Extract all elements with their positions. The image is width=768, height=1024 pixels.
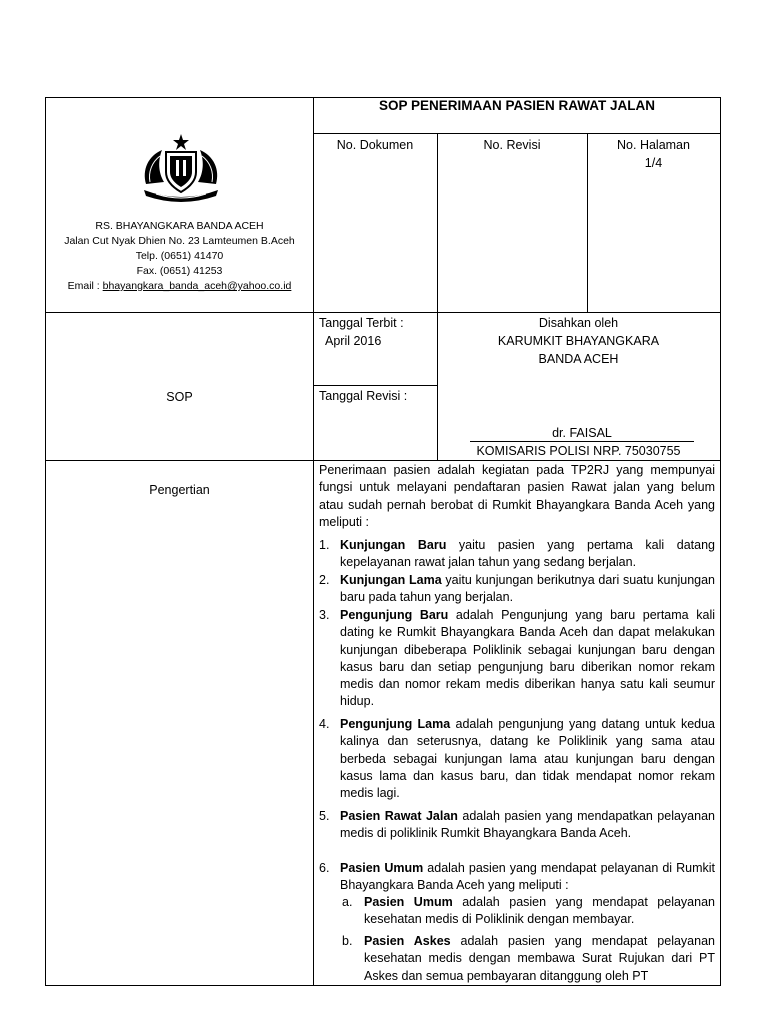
tanggal-terbit (319, 314, 434, 350)
no-revisi-label: No. Revisi (483, 138, 541, 152)
sub-list-item-term: Pasien Umum (364, 895, 453, 909)
list-item (340, 537, 715, 572)
sop-label: SOP (166, 390, 193, 404)
police-emblem-icon (136, 132, 226, 204)
no-dokumen-label: No. Dokumen (336, 138, 414, 152)
list-item (340, 808, 715, 843)
list-item-text: adalah Pengunjung yang baru pertama kali dating ke Rumkit Bhayangkara Banda Aceh dan dapat melakukan kunjungan dibeberapa Poliklinik sebagai kunjungan baru dengan kasus baru dan setiap pengunjung baru diberikan nomor rekam medis dan nomor rekam medis diberikan hanya satu kali seumur hidup. (340, 608, 715, 709)
sub-list-item-text: adalah pasien yang mendapat pelayanan kesehatan medis dengan membawa Surat Rujukan dari PT Askes dan semua pembayaran ditanggung oleh PT (364, 934, 715, 983)
hospital-email-line (46, 279, 313, 294)
tanggal-terbit-value: April 2016 (325, 334, 382, 348)
hospital-address: Jalan Cut Nyak Dhien No. 23 Lamteumen B.Aceh (64, 235, 295, 247)
sub-list-item-number: a. (342, 895, 353, 909)
list-item-term: Pasien Rawat Jalan (340, 809, 458, 823)
list-item-number: 5. (319, 809, 330, 823)
no-halaman-label: No. Halaman (617, 138, 690, 152)
pengertian-intro: Penerimaan pasien adalah kegiatan pada TP2RJ yang mempunyai fungsi untuk melayani pendaftaran pasien Rawat jalan yang belum atau sudah pernah berobat di Rumkit Bhayangkara Banda Aceh yang meliputi : (319, 463, 715, 529)
sub-list-item-term: Pasien Askes (364, 934, 451, 948)
list-item-number: 3. (319, 608, 330, 622)
list-item-term: Kunjungan Baru (340, 538, 447, 552)
list-item-term: Kunjungan Lama (340, 573, 442, 587)
hospital-info (46, 219, 313, 294)
disahkan-line1: Disahkan oleh (538, 316, 619, 330)
sub-list-item (364, 894, 715, 929)
list-item (340, 716, 715, 802)
disahkan-block (437, 314, 720, 368)
list-item-number: 2. (319, 573, 330, 587)
disahkan-line3: BANDA ACEH (538, 352, 619, 366)
pengertian-label: Pengertian (149, 483, 210, 497)
sub-list-item (364, 933, 715, 985)
signer-name: dr. FAISAL (552, 426, 612, 440)
list-item (340, 607, 715, 711)
list-item-term: Pengunjung Lama (340, 717, 451, 731)
document-title: SOP PENERIMAAN PASIEN RAWAT JALAN (378, 98, 656, 113)
list-item-text: adalah pengunjung yang datang untuk kedua kalinya dan seterusnya, datang ke Poliklinik yang sama atau berbeda sebagai kunjungan lama atau kunjungan baru dengan kasus lama dan kasus baru, dan tidak mendapat nomor rekam medis lagi. (340, 717, 715, 801)
list-item-text: yaitu kunjungan berikutnya dari suatu kunjungan baru pada tahun yang berjalan. (340, 573, 715, 605)
no-halaman-value: 1/4 (644, 156, 663, 170)
email-label: Email : (67, 280, 103, 292)
hospital-name: RS. BHAYANGKARA BANDA ACEH (95, 220, 264, 232)
hospital-telp: Telp. (0651) 41470 (135, 250, 224, 262)
list-item (340, 572, 715, 607)
list-item-text: yaitu pasien yang pertama kali datang kepelayanan rawat jalan tahun yang sedang berjalan. (340, 538, 715, 570)
sub-list-item-number: b. (342, 934, 353, 948)
list-item-term: Pasien Umum (340, 861, 424, 875)
list-item-number: 4. (319, 717, 330, 731)
disahkan-line2: KARUMKIT BHAYANGKARA (497, 334, 660, 348)
list-item-term: Pengunjung Baru (340, 608, 449, 622)
tanggal-revisi-label: Tanggal Revisi : (319, 389, 408, 403)
hospital-fax: Fax. (0651) 41253 (136, 265, 223, 277)
email-link[interactable]: bhayangkara_banda_aceh@yahoo.co.id (102, 280, 292, 292)
list-item-number: 1. (319, 538, 330, 552)
list-item (340, 860, 715, 895)
tanggal-terbit-label: Tanggal Terbit : (319, 316, 404, 330)
sub-list-item-text: adalah pasien yang mendapat pelayanan kesehatan medis di Poliklinik dengan membayar. (364, 895, 715, 927)
no-halaman-cell (587, 136, 720, 172)
list-item-number: 6. (319, 861, 330, 875)
signer-rank: KOMISARIS POLISI NRP. 75030755 (476, 444, 681, 458)
list-item-text: adalah pasien yang mendapatkan pelayanan medis di poliklinik Rumkit Bhayangkara Banda Aceh. (340, 809, 715, 841)
list-item-text: adalah pasien yang mendapat pelayanan di Rumkit Bhayangkara Banda Aceh yang meliputi : (340, 861, 715, 893)
